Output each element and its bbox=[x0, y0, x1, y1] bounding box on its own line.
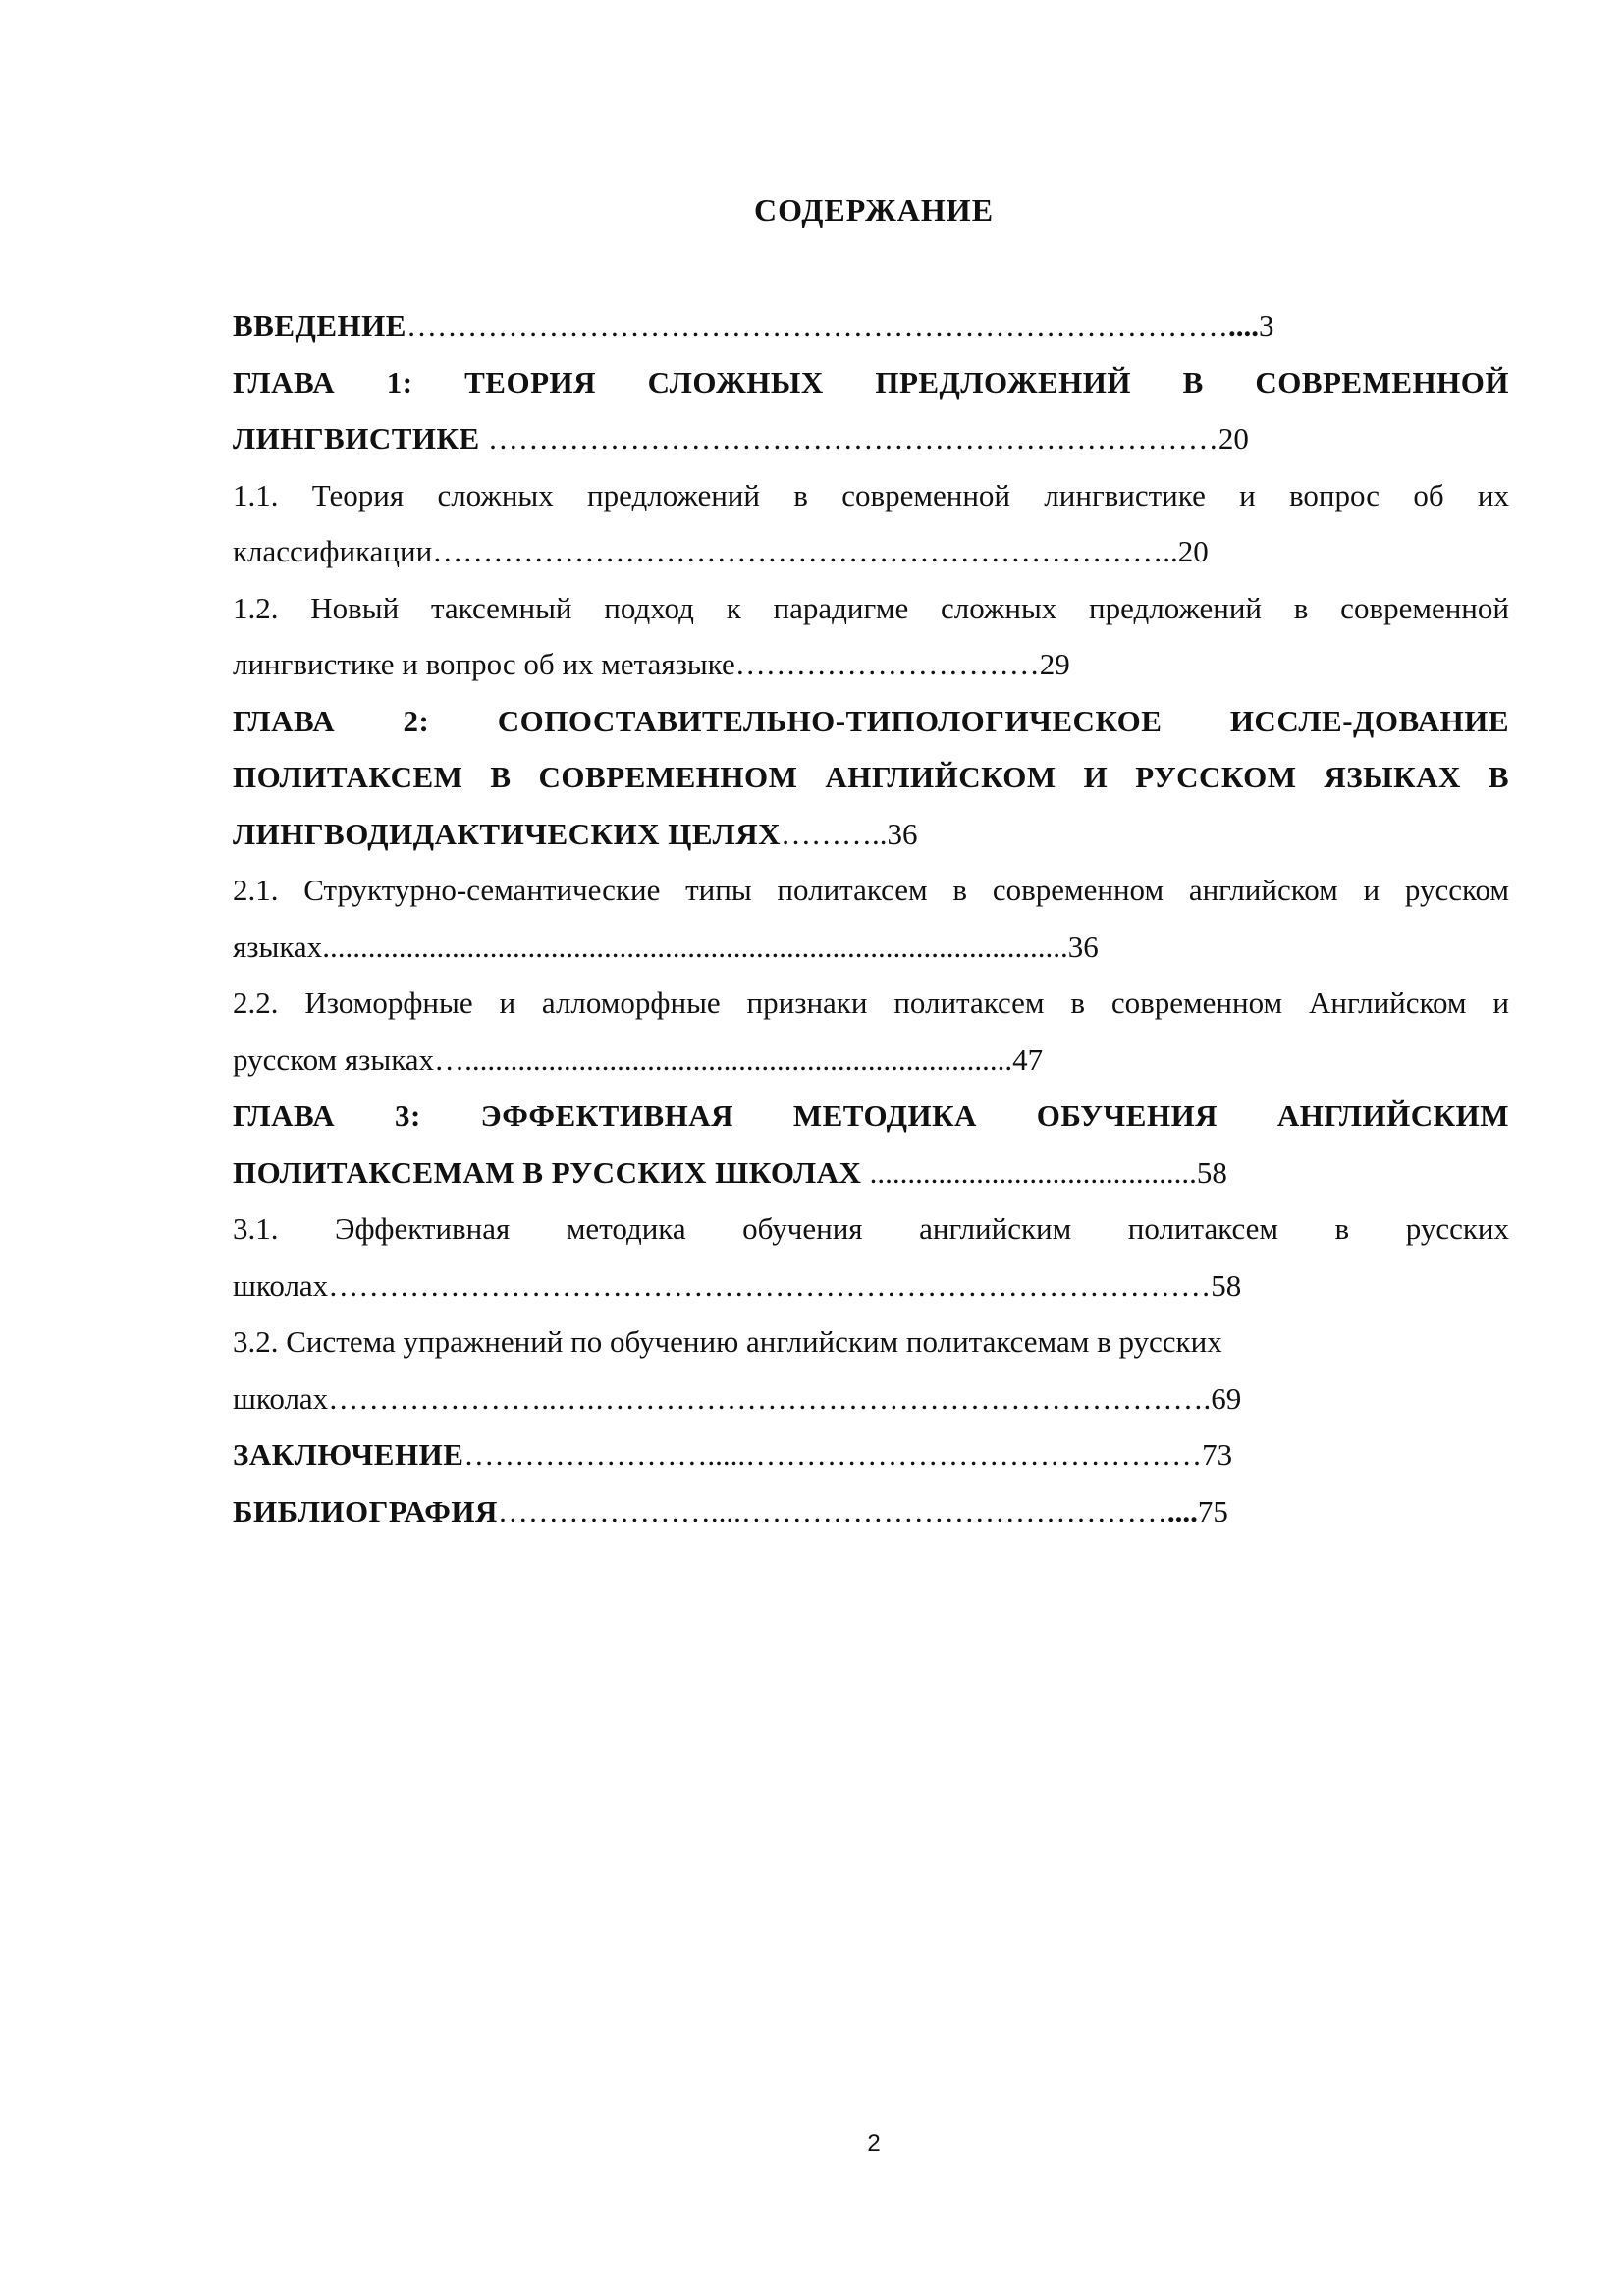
toc-leader: …........................................................................ bbox=[434, 1041, 1013, 1077]
toc-page-number: 47 bbox=[1012, 1041, 1044, 1077]
toc-page-number: 58 bbox=[1211, 1267, 1242, 1303]
toc-leader: ……………………………………………………………….. bbox=[432, 534, 1178, 568]
toc-entry-chapter-3[interactable] bbox=[233, 1088, 1509, 1145]
toc-entry-title: языках bbox=[233, 929, 323, 964]
toc-page-number: 20 bbox=[1177, 534, 1209, 568]
page-number: 2 bbox=[867, 2130, 881, 2157]
toc-entry-chapter-2-end[interactable] bbox=[233, 806, 1509, 863]
toc-entry-title: 1.1. Теория сложных предложений в современной лингвистике и вопрос об их bbox=[233, 477, 1509, 512]
toc-entry-title: ЗАКЛЮЧЕНИЕ bbox=[233, 1437, 464, 1471]
toc-entry-section-3-2[interactable] bbox=[233, 1313, 1509, 1370]
toc-leader: .................................................................................................. bbox=[322, 929, 1068, 964]
toc-leader: ……….. bbox=[781, 816, 888, 851]
toc-entry-section-2-1-cont[interactable] bbox=[233, 919, 1509, 976]
toc-leader: ………………………… bbox=[734, 647, 1040, 681]
toc-page-number: 36 bbox=[1067, 929, 1099, 964]
toc-entry-title: ЛИНГВИСТИКЕ bbox=[233, 421, 488, 455]
toc-leader: ……………………………………………………………………… bbox=[406, 308, 1228, 343]
toc-entry-section-1-2[interactable] bbox=[233, 580, 1509, 637]
toc-entry-section-2-2-cont[interactable] bbox=[233, 1032, 1509, 1089]
toc-entry-title: 1.2. Новый таксемный подход к парадигме сложных предложений в современной bbox=[233, 590, 1509, 625]
toc-entry-chapter-2-cont[interactable] bbox=[233, 749, 1509, 806]
toc-entry-introduction[interactable] bbox=[233, 297, 1509, 354]
toc-entry-title: ГЛАВА 2: СОПОСТАВИТЕЛЬНО-ТИПОЛОГИЧЕСКОЕ ИССЛЕ-ДОВАНИЕ bbox=[233, 703, 1509, 738]
toc-leader: …………………..….……………………………………………………. bbox=[328, 1380, 1212, 1415]
toc-entry-title: ПОЛИТАКСЕМАМ В РУССКИХ ШКОЛАХ bbox=[233, 1154, 870, 1190]
toc-entry-section-2-2[interactable] bbox=[233, 975, 1509, 1032]
toc-entry-title: 3.2. Система упражнений по обучению английским политаксемам в русских bbox=[233, 1324, 1222, 1359]
toc-page-number: 36 bbox=[887, 816, 918, 851]
toc-entry-title: лингвистике и вопрос об их метаязыке bbox=[233, 647, 735, 681]
toc-page-number: 29 bbox=[1039, 647, 1070, 681]
toc-entry-title: ГЛАВА 1: ТЕОРИЯ СЛОЖНЫХ ПРЕДЛОЖЕНИЙ В СОВРЕМЕННОЙ bbox=[233, 364, 1509, 400]
toc-entry-bibliography[interactable] bbox=[233, 1483, 1509, 1540]
toc-entry-title: ВВЕДЕНИЕ bbox=[233, 308, 406, 343]
page-title: СОДЕРЖАНИЕ bbox=[753, 192, 995, 228]
toc-leader: …………………….....……………………………………… bbox=[463, 1437, 1203, 1471]
toc-entry-section-3-1[interactable] bbox=[233, 1201, 1509, 1257]
toc-entry-title: 2.2. Изоморфные и алломорфные признаки политаксем в современном Английском и bbox=[233, 986, 1509, 1020]
toc-entry-title: русском языках bbox=[233, 1041, 435, 1077]
toc-entry-chapter-2[interactable] bbox=[233, 693, 1509, 750]
toc-entry-title: школах bbox=[233, 1267, 329, 1303]
toc-leader: ……………………………………………………………… bbox=[487, 421, 1218, 455]
toc-entry-section-1-1[interactable] bbox=[233, 467, 1509, 524]
toc-entry-conclusion[interactable] bbox=[233, 1426, 1509, 1483]
toc-page-number: 75 bbox=[1197, 1493, 1228, 1528]
toc-leader: …………………....…………………………………… bbox=[497, 1493, 1167, 1528]
toc-entry-section-2-1[interactable] bbox=[233, 862, 1509, 919]
toc-entry-title: 3.1. Эффективная методика обучения английским политаксем в русских bbox=[233, 1211, 1509, 1246]
toc-page-number: 3 bbox=[1258, 308, 1274, 343]
toc-leader: ........................................... bbox=[869, 1154, 1197, 1190]
toc-entry-title: ГЛАВА 3: ЭФФЕКТИВНАЯ МЕТОДИКА ОБУЧЕНИЯ АНГЛИЙСКИМ bbox=[233, 1098, 1509, 1133]
toc-entry-section-1-2-cont[interactable] bbox=[233, 636, 1509, 693]
toc-leader: …………………………………………………………………………… bbox=[328, 1267, 1212, 1303]
toc-page-number: 20 bbox=[1218, 421, 1249, 455]
toc-page-number: 69 bbox=[1211, 1380, 1242, 1415]
toc-entry-title: БИБЛИОГРАФИЯ bbox=[233, 1493, 498, 1528]
toc-page-number: 73 bbox=[1202, 1437, 1233, 1471]
toc-entry-section-3-2-cont[interactable] bbox=[233, 1370, 1509, 1427]
toc-entry-chapter-3-cont[interactable] bbox=[233, 1145, 1509, 1201]
toc-entry-title: школах bbox=[233, 1380, 329, 1415]
toc-entry-section-1-1-cont[interactable] bbox=[233, 523, 1509, 580]
toc-entry-section-3-1-cont[interactable] bbox=[233, 1257, 1509, 1314]
toc-leader: .... bbox=[1227, 308, 1259, 343]
toc-entry-chapter-1[interactable] bbox=[233, 354, 1509, 411]
toc-entry-title: ПОЛИТАКСЕМ В СОВРЕМЕННОМ АНГЛИЙСКОМ И РУССКОМ ЯЗЫКАХ В bbox=[233, 760, 1509, 794]
toc-entry-chapter-1-cont[interactable] bbox=[233, 410, 1509, 467]
toc-entry-title: классификации bbox=[233, 534, 433, 568]
toc-page-number: 58 bbox=[1196, 1154, 1227, 1190]
toc-entry-title: ЛИНГВОДИДАКТИЧЕСКИХ ЦЕЛЯХ bbox=[233, 816, 782, 851]
toc-leader: .... bbox=[1166, 1493, 1198, 1528]
toc-entry-title: 2.1. Структурно-семантические типы политаксем в современном английском и русском bbox=[233, 873, 1509, 907]
table-of-contents bbox=[233, 297, 1509, 1539]
